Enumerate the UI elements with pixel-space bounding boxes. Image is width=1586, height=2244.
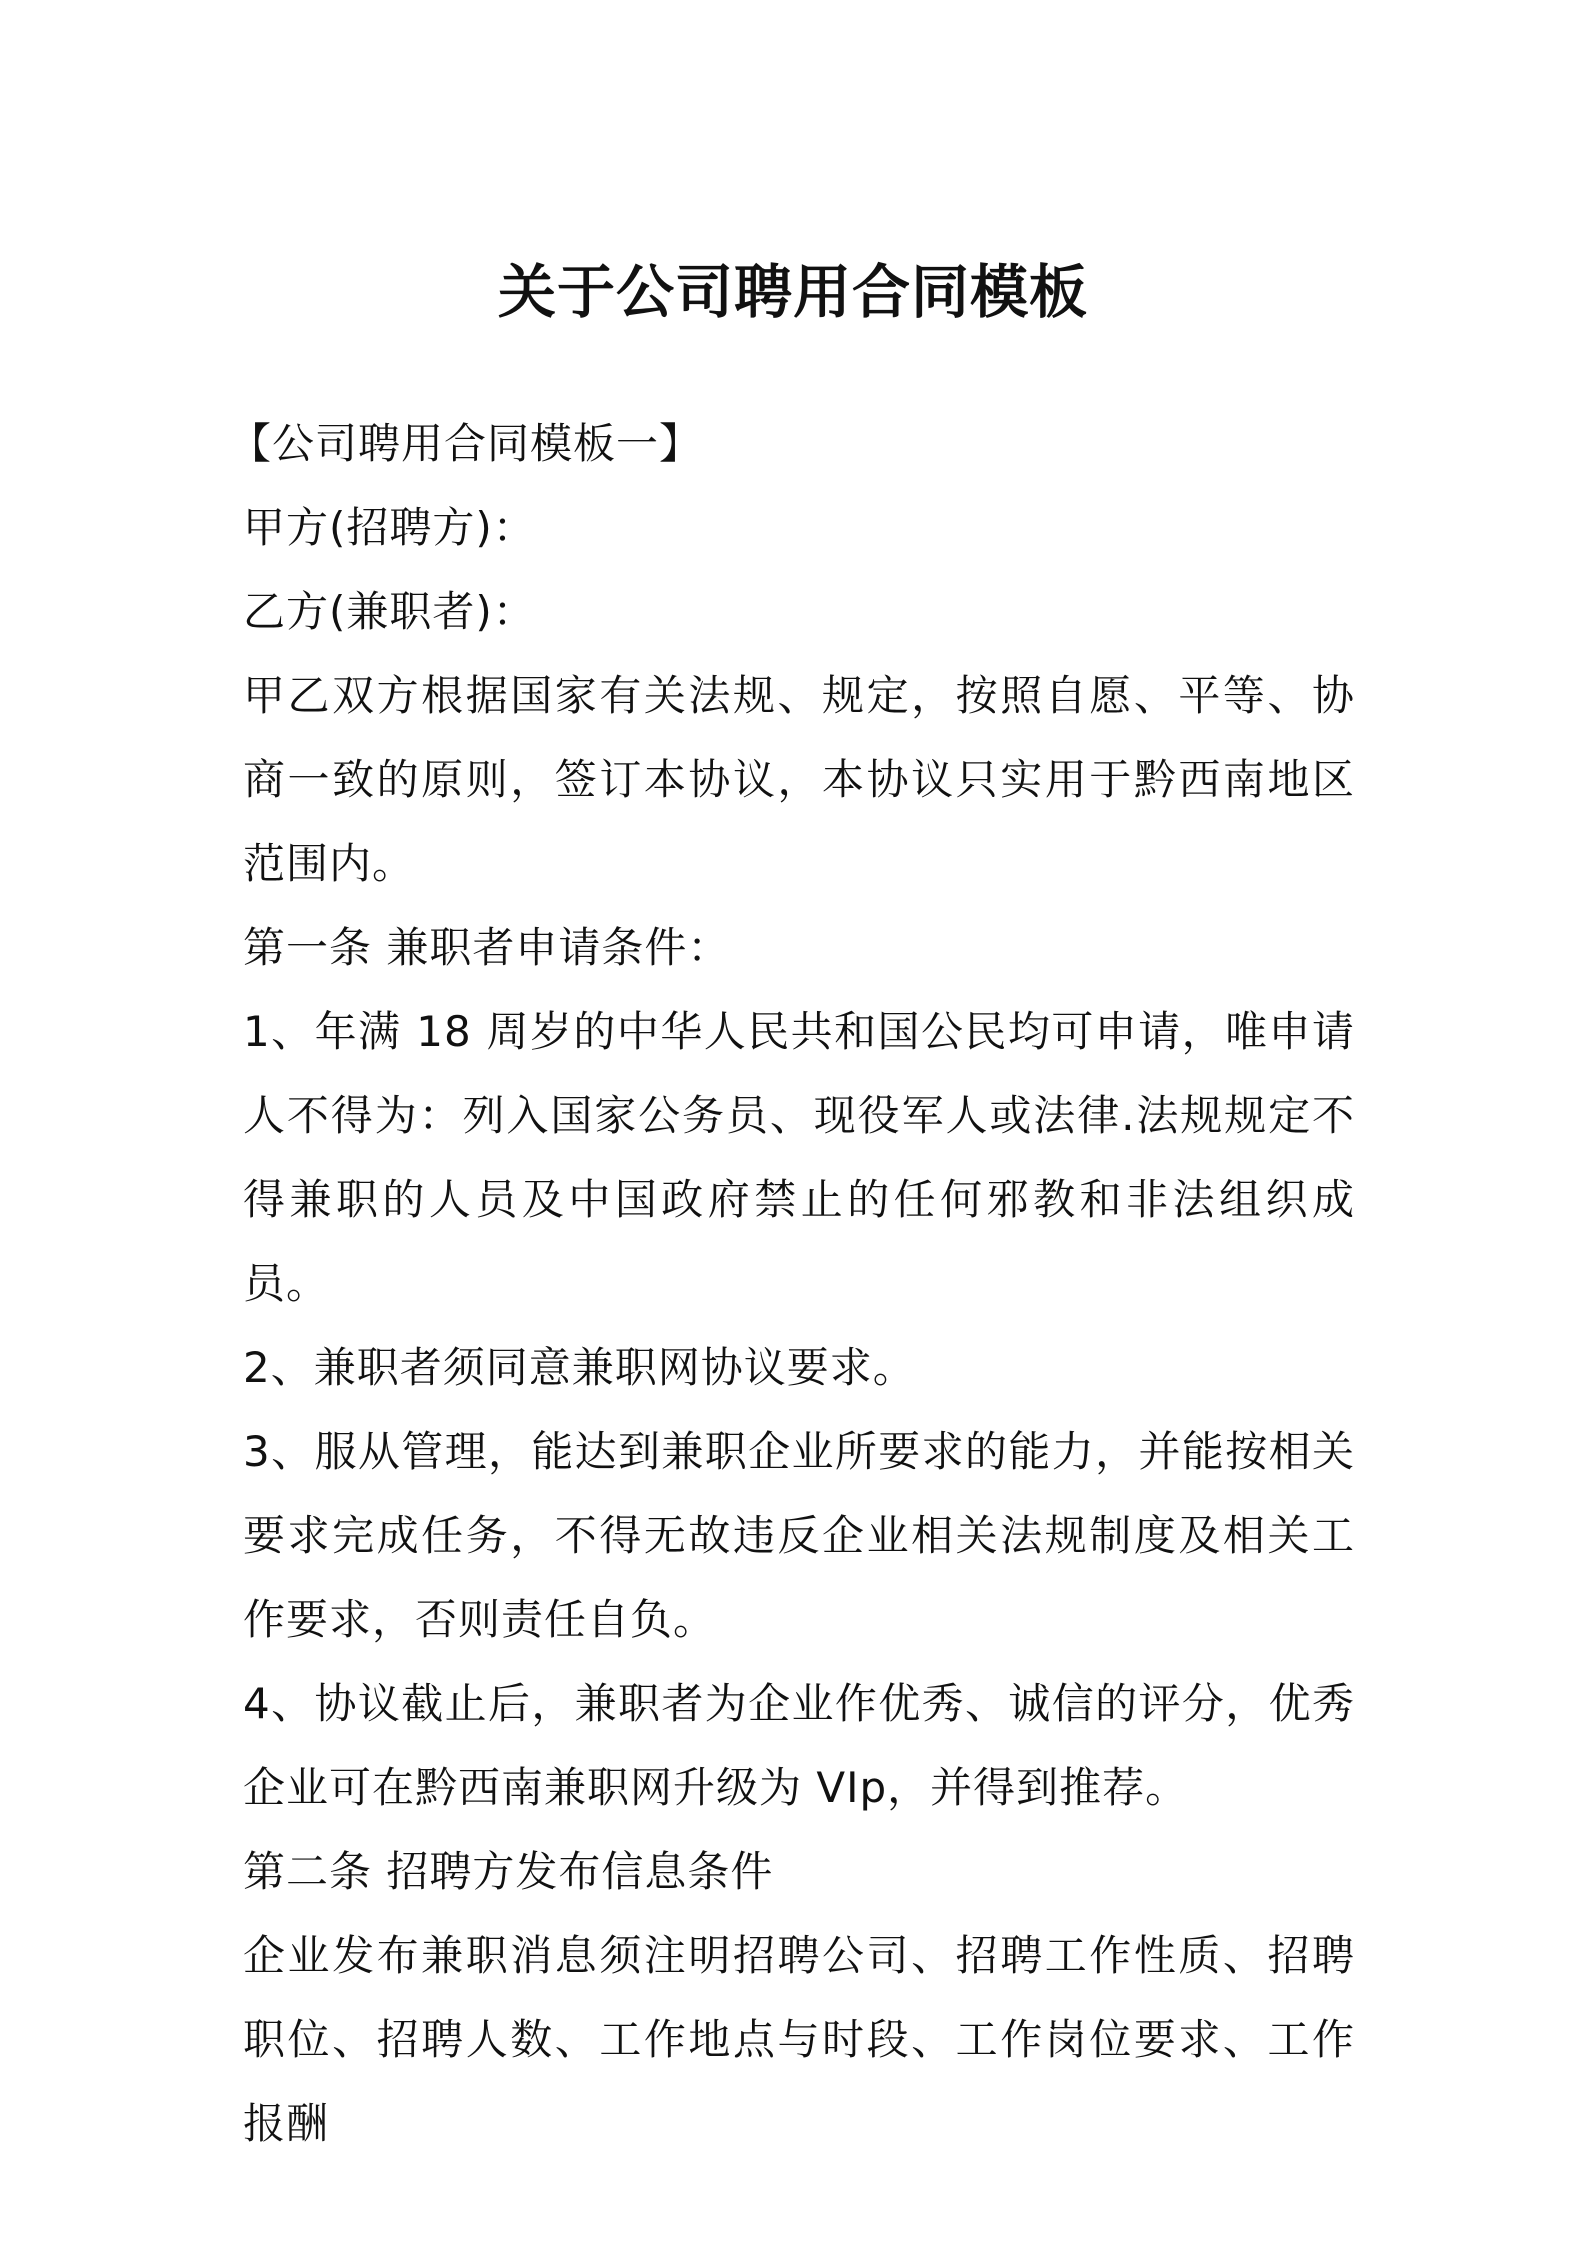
article-1-item-3: 3、服从管理，能达到兼职企业所要求的能力，并能按相关要求完成任务，不得无故违反企业相关法规制度及相关工作要求，否则责任自负。 xyxy=(243,1427,1355,1644)
template-heading: 【公司聘用合同模板一】 xyxy=(229,419,703,468)
article-1-item-2: 2、兼职者须同意兼职网协议要求。 xyxy=(243,1343,916,1392)
party-a-line: 甲方(招聘方)： xyxy=(243,503,536,552)
article-2-body: 企业发布兼职消息须注明招聘公司、招聘工作性质、招聘职位、招聘人数、工作地点与时段、工作岗位要求、工作报酬 xyxy=(243,1931,1355,2148)
document-title: 关于公司聘用合同模板 xyxy=(497,258,1088,326)
article-2-heading: 第二条 招聘方发布信息条件 xyxy=(243,1847,774,1896)
article-1-item-4: 4、协议截止后，兼职者为企业作优秀、诚信的评分，优秀企业可在黔西南兼职网升级为 VIp，并得到推荐。 xyxy=(243,1679,1355,1812)
document-body xyxy=(229,402,1355,2166)
party-b-line: 乙方(兼职者)： xyxy=(243,587,536,636)
article-1-item-1: 1、年满 18 周岁的中华人民共和国公民均可申请，唯申请人不得为：列入国家公务员、现役军人或法律.法规规定不得兼职的人员及中国政府禁止的任何邪教和非法组织成员。 xyxy=(243,1007,1355,1308)
agreement-intro: 甲乙双方根据国家有关法规、规定，按照自愿、平等、协商一致的原则，签订本协议，本协议只实用于黔西南地区范围内。 xyxy=(243,671,1355,888)
article-1-heading: 第一条 兼职者申请条件： xyxy=(243,923,731,972)
